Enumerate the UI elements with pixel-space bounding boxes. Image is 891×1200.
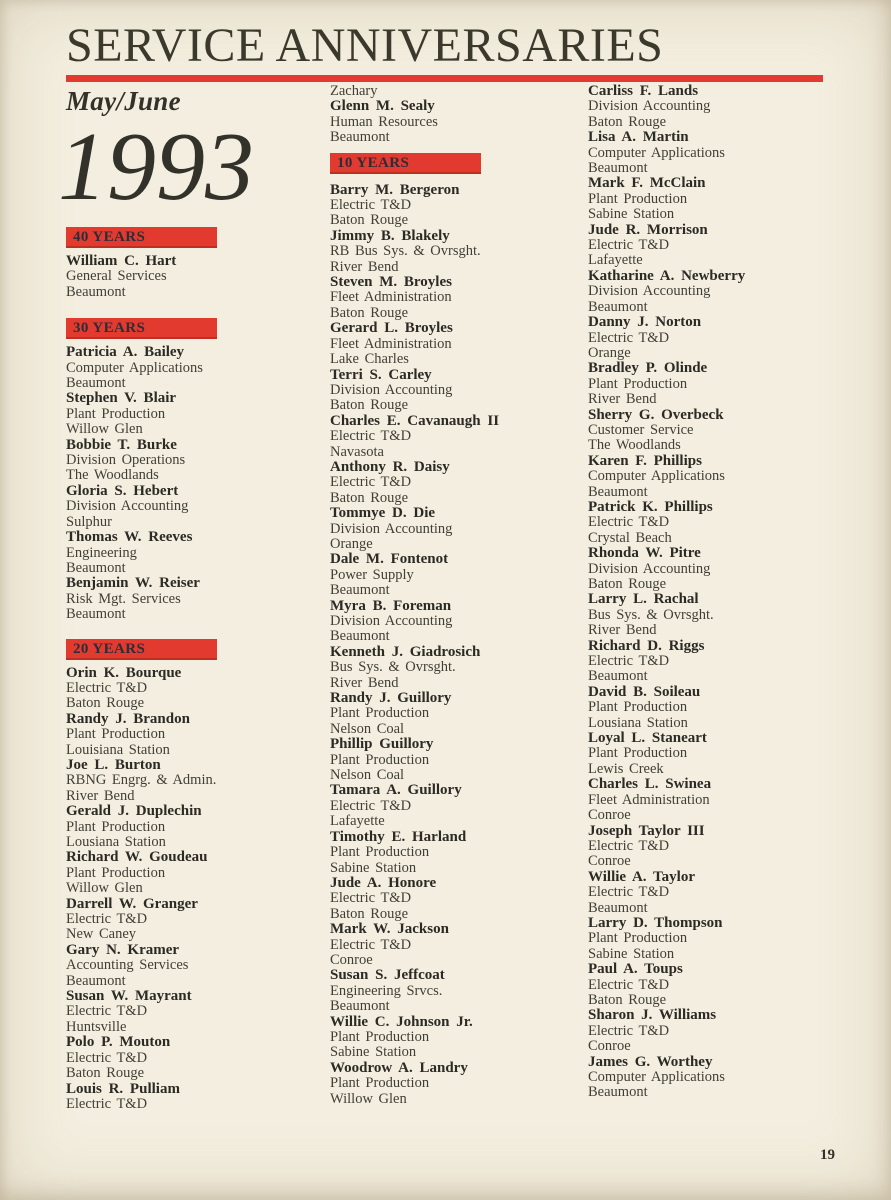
employee-name: Jude R. Morrison [588,221,708,238]
employee-detail: River Bend [588,391,657,408]
employee-detail: Power Supply [330,566,414,583]
employee-entry [330,414,588,460]
employee-entry [588,824,868,870]
employee-entry [330,183,588,229]
employee-detail: Plant Production [66,864,166,881]
employee-detail: Computer Applications [588,468,725,485]
employee-name: Glenn M. Sealy [330,98,435,115]
employee-name: Loyal L. Staneart [588,730,707,747]
employee-detail: Lafayette [330,813,385,830]
page-title: SERVICE ANNIVERSARIES [66,19,664,72]
employee-detail: Baton Rouge [588,113,667,130]
employee-entry [330,368,588,414]
employee-detail: Sabine Station [330,1044,417,1061]
employee-name: Randy J. Guillory [330,690,452,707]
employee-detail: Plant Production [588,190,688,207]
employee-detail: Crystal Beach [588,529,672,546]
employee-name: William C. Hart [66,253,177,269]
employee-detail: Electric T&D [66,1095,148,1112]
employee-detail: Conroe [588,1038,631,1055]
employee-detail: Baton Rouge [588,576,667,592]
employee-detail: Beaumont [588,668,648,685]
employee-detail: Electric T&D [330,428,412,445]
employee-name: Tommye D. Die [330,505,436,522]
employee-detail: Willow Glen [66,880,143,897]
employee-entry [66,897,322,943]
employee-detail: Electric T&D [330,474,412,491]
employee-detail: Plant Production [330,1075,430,1092]
employee-detail: Baton Rouge [330,489,409,506]
employee-detail: River Bend [330,674,399,691]
employee-detail: Nelson Coal [330,720,405,737]
employee-detail: Accounting Services [66,957,189,974]
employee-entry [330,1061,588,1107]
employee-entry [330,922,588,968]
employee-detail: Division Operations [66,452,186,469]
employee-detail: Human Resources [330,113,438,130]
employee-entry [588,269,868,315]
employee-detail: Sabine Station [330,859,417,876]
employee-detail: Plant Production [330,705,430,722]
employee-entry [330,645,588,691]
employee-name: Louis R. Pulliam [66,1080,180,1097]
employee-entry [588,870,868,916]
employee-detail: Computer Applications [588,144,725,161]
employee-detail: Baton Rouge [66,1065,145,1082]
employee-name: Joseph Taylor III [588,822,705,839]
employee-detail: Division Accounting [330,520,453,537]
employee-entry [588,916,868,962]
employee-name: Susan S. Jeffcoat [330,967,445,984]
employee-name: Lisa A. Martin [588,129,689,146]
employee-entry [66,254,322,300]
employee-name: Thomas W. Reeves [66,529,193,546]
employee-entry [330,552,588,598]
employee-detail: Sulphur [66,513,112,530]
employee-detail: Computer Applications [588,1069,725,1085]
employee-entry [66,530,322,576]
employee-detail: Plant Production [588,375,688,392]
employee-name: Myra B. Foreman [330,597,452,614]
employee-name: Charles E. Cavanaugh II [330,412,500,429]
employee-entry [588,130,868,176]
employee-name: Stephen V. Blair [66,390,177,407]
employee-name: Danny J. Norton [588,314,702,331]
employee-name: James G. Worthey [588,1053,713,1070]
employee-detail: Baton Rouge [330,905,409,922]
employee-entry [588,546,868,592]
employee-detail: Electric T&D [588,1022,670,1039]
employee-detail: Electric T&D [330,890,412,907]
employee-detail: Beaumont [588,298,648,315]
employee-entry [588,731,868,777]
employee-name: Carliss F. Lands [588,83,699,99]
employee-entry [588,315,868,361]
employee-detail: Division Accounting [66,498,189,515]
employee-detail: Division Accounting [588,283,711,300]
employee-entry [330,737,588,783]
employee-name: Karen F. Phillips [588,452,702,469]
employee-detail: Electric T&D [330,936,412,953]
employee-detail: Electric T&D [330,197,412,214]
employee-name: Kenneth J. Giadrosich [330,643,481,660]
employee-entry [588,685,868,731]
employee-detail: Huntsville [66,1018,127,1035]
employee-entry [330,783,588,829]
employee-name: Randy J. Brandon [66,710,190,727]
column-right [588,84,868,1101]
employee-detail: Fleet Administration [588,791,710,808]
employee-name: Bobbie T. Burke [66,436,177,453]
employee-name: Willie A. Taylor [588,868,695,885]
employee-entry [66,943,322,989]
employee-name: Bradley P. Olinde [588,360,708,377]
employee-entry [330,99,588,145]
employee-name: Dale M. Fontenot [330,551,449,568]
employee-entry [66,804,322,850]
employee-detail: Electric T&D [330,797,412,814]
employee-name: Rhonda W. Pitre [588,545,701,562]
employee-entry [330,599,588,645]
employee-entry [66,438,322,484]
employee-entry [588,454,868,500]
employee-detail: The Woodlands [588,437,681,454]
employee-detail: Plant Production [588,745,688,762]
section-banner-20-years: 20 YEARS [66,639,217,660]
employee-name: Larry D. Thompson [588,914,723,931]
section-gap [66,623,322,639]
employee-detail: Beaumont [330,628,390,645]
employee-detail: Plant Production [66,726,166,743]
employee-entry [66,576,322,622]
employee-detail: Electric T&D [66,911,148,928]
employee-name: Anthony R. Daisy [330,458,450,475]
employee-name: Susan W. Mayrant [66,988,192,1005]
employee-name: Mark W. Jackson [330,921,449,938]
employee-detail: Plant Production [330,844,430,861]
employee-name: Woodrow A. Landry [330,1059,468,1076]
employee-name: Richard D. Riggs [588,637,705,654]
employee-detail: Bus Sys. & Ovrsght. [588,606,714,623]
employee-detail: Conroe [588,853,631,870]
employee-detail: Beaumont [66,283,126,300]
employee-detail: Navasota [330,443,384,460]
employee-detail: Beaumont [66,972,126,989]
employee-detail: Lewis Creek [588,760,664,777]
employee-name: Steven M. Broyles [330,274,452,291]
employee-entry [588,962,868,1008]
employee-detail: Bus Sys. & Ovrsght. [330,659,456,676]
employee-detail: Louisiana Station [66,741,170,758]
employee-name: Gary N. Kramer [66,941,180,958]
employee-name: Sherry G. Overbeck [588,406,724,423]
issue-label: May/June [66,86,181,116]
employee-detail: New Caney [66,926,137,943]
employee-detail: Beaumont [330,582,390,599]
employee-detail: Electric T&D [588,976,670,993]
employee-entry [66,712,322,758]
employee-name: Gloria S. Hebert [66,482,179,499]
employee-detail: Lousiana Station [588,714,688,731]
employee-detail: Beaumont [330,129,390,146]
employee-name: Sharon J. Williams [588,1007,717,1024]
employee-name: Terri S. Carley [330,366,432,383]
employee-entry [330,229,588,275]
employee-detail: Electric T&D [588,837,670,854]
employee-entry [588,223,868,269]
employee-detail: Beaumont [588,899,648,916]
employee-detail: Division Accounting [588,98,711,115]
employee-entry [588,639,868,685]
employee-detail: Plant Production [330,751,430,768]
section-banner-40-years: 40 YEARS [66,227,217,248]
employee-entry [66,484,322,530]
employee-name: Mark F. McClain [588,175,706,192]
employee-detail: Baton Rouge [330,397,409,414]
employee-detail: River Bend [66,787,135,804]
employee-detail: Baton Rouge [588,991,667,1008]
employee-name: Patricia A. Bailey [66,344,185,361]
employee-detail: Risk Mgt. Services [66,590,181,607]
employee-detail: Beaumont [588,483,648,500]
employee-name: Gerald J. Duplechin [66,803,202,820]
employee-detail: Customer Service [588,421,694,438]
employee-name: Charles L. Swinea [588,776,712,793]
employee-detail: Division Accounting [588,560,711,577]
employee-name: Tamara A. Guillory [330,782,462,799]
employee-detail: Electric T&D [588,884,670,901]
employee-entry [66,345,322,391]
employee-name: Patrick K. Phillips [588,498,713,515]
employee-name: Phillip Guillory [330,736,434,753]
employee-name: Timothy E. Harland [330,828,467,845]
employee-detail: Sabine Station [588,945,675,962]
employee-name: Paul A. Toups [588,961,683,978]
employee-detail: Beaumont [588,160,648,177]
employee-entry [588,1008,868,1054]
employee-detail: General Services [66,268,167,285]
employee-entry [66,1035,322,1081]
employee-detail: Lake Charles [330,351,409,368]
employee-detail: River Bend [330,258,399,275]
employee-detail: Beaumont [330,998,390,1015]
section-gap [66,300,322,318]
employee-detail: Willow Glen [330,1090,407,1107]
employee-entry [66,850,322,896]
employee-entry [588,592,868,638]
employee-entry [66,1082,322,1113]
employee-entry [330,691,588,737]
employee-detail: Baton Rouge [330,304,409,321]
employee-detail: The Woodlands [66,467,159,484]
employee-detail: Beaumont [588,1084,648,1101]
employee-name: Willie C. Johnson Jr. [330,1013,473,1030]
employee-detail: Fleet Administration [330,289,452,306]
employee-name: Orin K. Bourque [66,664,182,681]
employee-detail: Electric T&D [66,679,148,696]
employee-detail: Orange [330,535,373,552]
page-number: 19 [820,1147,835,1163]
employee-detail: Lafayette [588,252,643,269]
employee-entry [330,275,588,321]
employee-detail: Conroe [330,951,373,968]
employee-detail: Lousiana Station [66,834,166,850]
employee-detail: Plant Production [66,405,166,422]
employee-name: Gerard L. Broyles [330,320,453,337]
employee-detail: Electric T&D [66,1003,148,1020]
employee-detail: Division Accounting [330,613,453,629]
employee-entry [66,666,322,712]
employee-detail: Electric T&D [66,1049,148,1066]
employee-entry [588,408,868,454]
employee-name: Richard W. Goudeau [66,849,208,866]
employee-entry [330,830,588,876]
employee-entry [588,500,868,546]
title-rule [66,75,823,82]
employee-detail: Conroe [588,807,631,824]
employee-detail: Beaumont [66,559,126,576]
employee-name: David B. Soileau [588,683,701,700]
employee-name: Barry M. Bergeron [330,181,460,198]
employee-detail: Beaumont [66,375,126,392]
employee-name: Polo P. Mouton [66,1034,171,1051]
employee-name: Larry L. Rachal [588,591,699,608]
employee-detail: Plant Production [66,818,166,835]
employee-detail: Division Accounting [330,381,453,398]
employee-entry [588,777,868,823]
employee-detail: River Bend [588,622,657,639]
employee-detail: Orange [588,344,631,361]
employee-detail: Engineering [66,544,137,561]
employee-entry [330,876,588,922]
employee-detail: RBNG Engrg. & Admin. [66,772,217,789]
employee-detail: Nelson Coal [330,767,405,784]
employee-entry [330,506,588,552]
employee-detail: Electric T&D [588,653,670,670]
employee-detail: Electric T&D [588,237,670,254]
employee-entry [66,758,322,804]
employee-entry [66,989,322,1035]
employee-name: Katharine A. Newberry [588,267,746,284]
employee-entry [330,460,588,506]
employee-entry [588,176,868,222]
employee-detail: Plant Production [588,930,688,947]
employee-entry [588,1055,868,1101]
employee-detail: Engineering Srvcs. [330,982,443,999]
employee-name: Benjamin W. Reiser [66,575,200,592]
column-left [66,227,322,1112]
employee-name: Jimmy B. Blakely [330,227,450,244]
employee-detail: Beaumont [66,606,126,623]
section-banner-10-years: 10 YEARS [330,153,481,174]
employee-detail: Willow Glen [66,421,143,438]
employee-detail: Computer Applications [66,359,203,376]
employee-entry [330,968,588,1014]
year-label: 1993 [58,113,254,221]
employee-entry [66,391,322,437]
employee-entry [588,361,868,407]
employee-detail: Plant Production [330,1028,430,1045]
employee-name: Darrell W. Granger [66,895,198,912]
location-continuation: Zachary [330,83,378,99]
employee-detail: Sabine Station [588,206,675,223]
column-middle [330,84,588,1107]
employee-detail: RB Bus Sys. & Ovrsght. [330,243,481,260]
employee-name: Joe L. Burton [66,756,161,773]
employee-detail: Plant Production [588,699,688,716]
section-banner-30-years: 30 YEARS [66,318,217,339]
employee-entry [330,321,588,367]
employee-detail: Fleet Administration [330,335,452,352]
employee-name: Jude A. Honore [330,874,437,891]
employee-entry [330,1015,588,1061]
employee-entry [588,84,868,130]
employee-detail: Electric T&D [588,514,670,531]
employee-detail: Electric T&D [588,329,670,346]
employee-detail: Baton Rouge [66,695,145,712]
employee-detail: Baton Rouge [330,212,409,229]
